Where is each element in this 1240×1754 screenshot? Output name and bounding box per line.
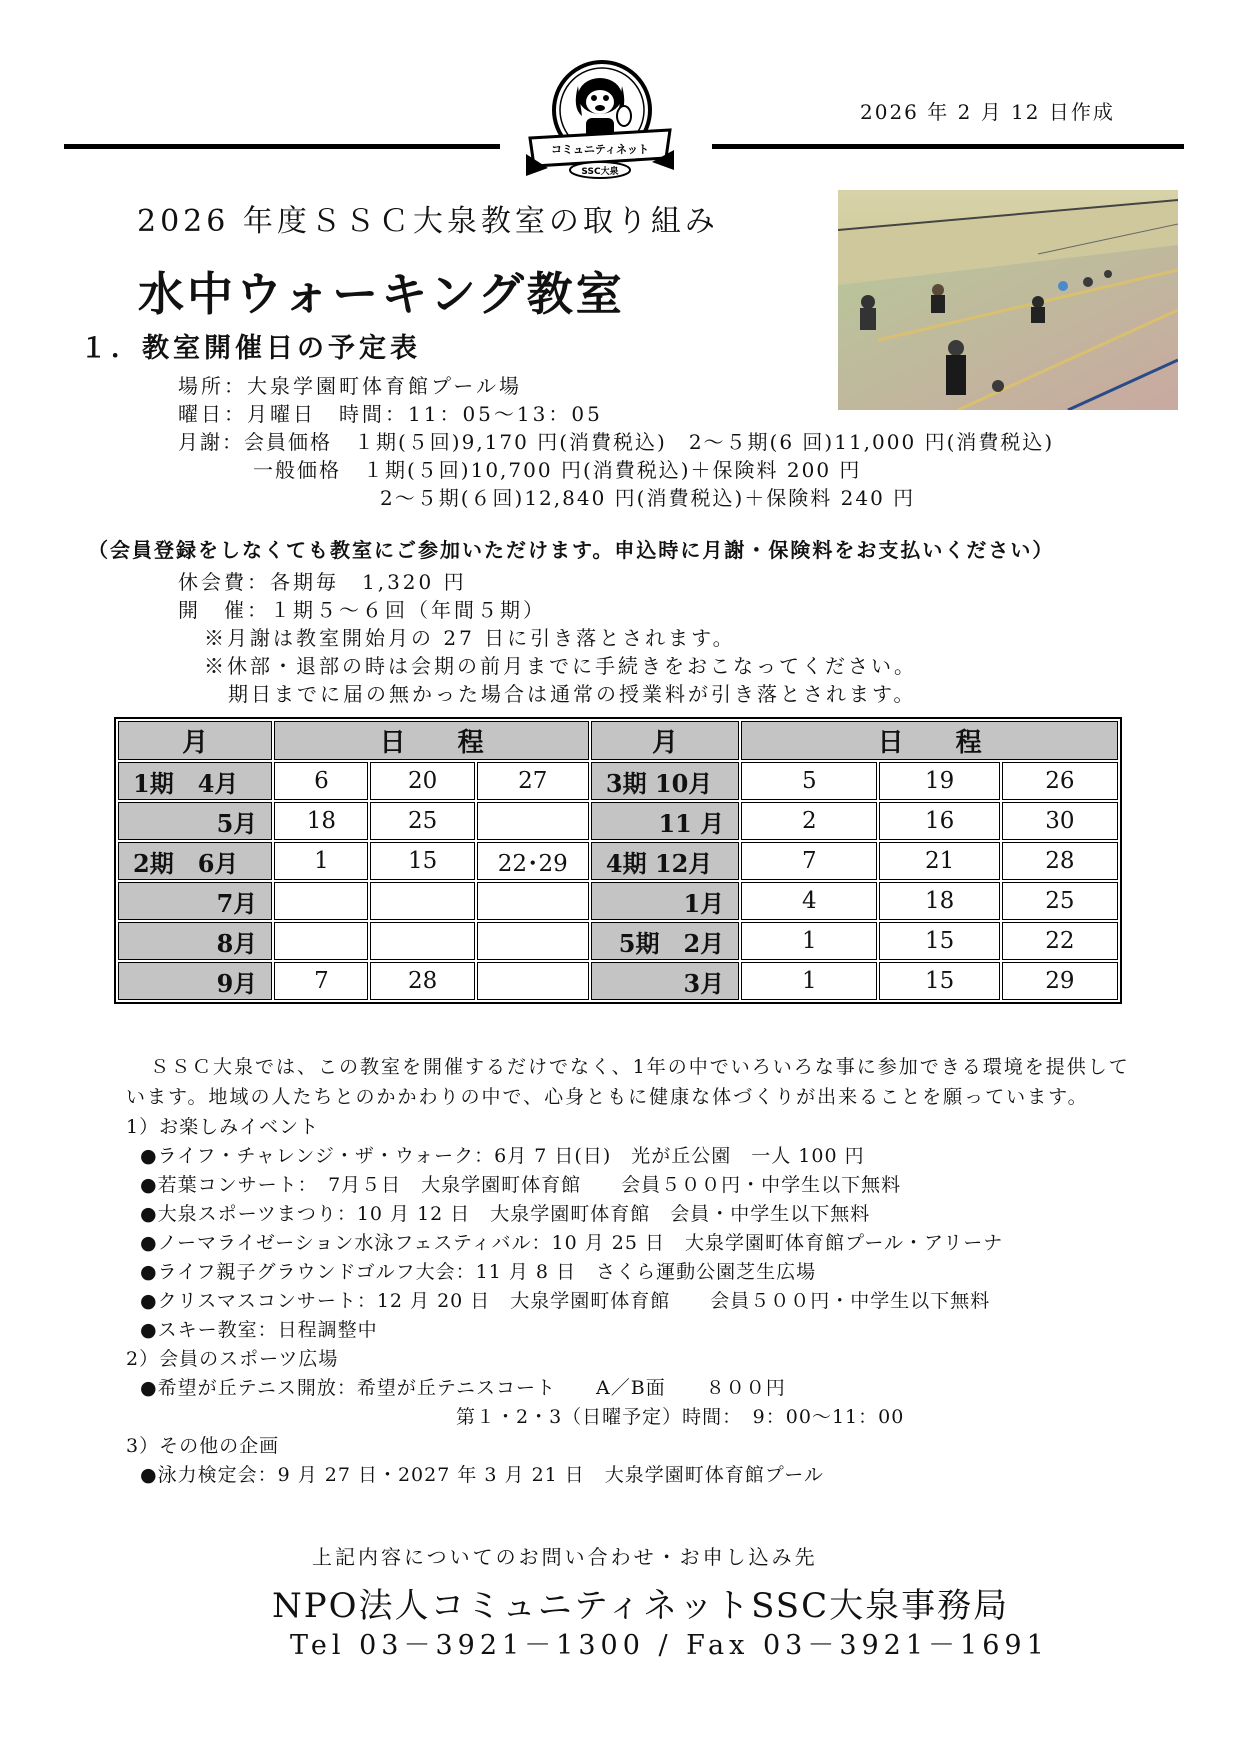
table-row bbox=[118, 842, 1118, 880]
event-item: ●若葉コンサート： 7月５日 大泉学園町体育館 会員５００円・中学生以下無料 bbox=[140, 1174, 902, 1196]
header-month-left: 月 bbox=[118, 721, 272, 760]
table-row bbox=[118, 802, 1118, 840]
date-cell: 6 bbox=[274, 762, 368, 800]
date-cell bbox=[274, 882, 368, 920]
event-item: ●スキー教室：日程調整中 bbox=[140, 1319, 378, 1341]
date-cell bbox=[370, 882, 474, 920]
date-cell bbox=[477, 962, 589, 1000]
intro-line-2: います。地域の人たちとのかかわりの中で、心身ともに健康な体づくりが出来ることを願っています。 bbox=[126, 1086, 1089, 1108]
note-procedure-2: 期日までに届の無かった場合は通常の授業料が引き落とされます。 bbox=[228, 682, 917, 706]
fee-general-text: 一般価格 １期(５回)10,700 円(消費税込)＋保険料 200 円 bbox=[253, 458, 862, 482]
membership-notice: （会員登録をしなくても教室にご参加いただけます。申込時に月謝・保険料をお支払いください） bbox=[88, 538, 1055, 562]
phone-fax: Tel 03－3921－1300 / Fax 03－3921－1691 bbox=[290, 1630, 1049, 1661]
date-cell: 26 bbox=[1002, 762, 1118, 800]
date-cell: 22 bbox=[1002, 922, 1118, 960]
table-row bbox=[118, 762, 1118, 800]
note-withdrawal-date: ※月謝は教室開始月の 27 日に引き落とされます。 bbox=[204, 626, 736, 650]
table-header-row bbox=[118, 721, 1118, 760]
fee-member-text: 月謝：会員価格 １期(５回)9,170 円(消費税込) 2～５期(6 回)11,000 円(消費税込) bbox=[178, 430, 1055, 454]
intro-line-1: ＳＳＣ大泉では、この教室を開催するだけでなく、1年の中でいろいろな事に参加できる環境を提供して bbox=[150, 1056, 1130, 1078]
date-cell bbox=[274, 922, 368, 960]
table-row bbox=[118, 882, 1118, 920]
date-cell bbox=[477, 922, 589, 960]
events-heading-2: 2）会員のスポーツ広場 bbox=[126, 1348, 339, 1370]
month-cell: 11 月 bbox=[591, 802, 739, 840]
date-cell: 28 bbox=[1002, 842, 1118, 880]
date-cell: 22･29 bbox=[477, 842, 589, 880]
date-cell: 30 bbox=[1002, 802, 1118, 840]
date-cell: 15 bbox=[879, 962, 999, 1000]
date-cell: 28 bbox=[370, 962, 474, 1000]
month-cell: 2期 6月 bbox=[118, 842, 272, 880]
date-cell: 21 bbox=[879, 842, 999, 880]
event-item: ●大泉スポーツまつり：10 月 12 日 大泉学園町体育館 会員・中学生以下無料 bbox=[140, 1203, 871, 1225]
fee-general-text-2: 2～５期(６回)12,840 円(消費税込)＋保険料 240 円 bbox=[380, 486, 916, 510]
header-rule-right bbox=[712, 144, 1184, 149]
header-dates-left: 日 程 bbox=[274, 721, 589, 760]
event-item: ●希望が丘テニス開放：希望が丘テニスコート A／B面 ８００円 bbox=[140, 1377, 786, 1399]
event-item: ●泳力検定会：9 月 27 日・2027 年 3 月 21 日 大泉学園町体育館プール bbox=[140, 1464, 824, 1486]
header-month-right: 月 bbox=[591, 721, 739, 760]
created-date: 2026 年 2 月 12 日作成 bbox=[860, 100, 1115, 124]
frequency-text: 開 催：１期５～６回（年間５期） bbox=[178, 598, 546, 622]
date-cell: 1 bbox=[741, 922, 877, 960]
organization-name: NPO法人コミュニティネットSSC大泉事務局 bbox=[272, 1586, 1010, 1626]
date-cell: 2 bbox=[741, 802, 877, 840]
header-rule-left bbox=[64, 144, 500, 149]
event-item: ●ライフ親子グラウンドゴルフ大会：11 月 8 日 さくら運動公園芝生広場 bbox=[140, 1261, 817, 1283]
suspension-fee-text: 休会費：各期毎 1,320 円 bbox=[178, 570, 467, 594]
date-cell: 16 bbox=[879, 802, 999, 840]
month-cell: 4期 12月 bbox=[591, 842, 739, 880]
date-cell: 7 bbox=[274, 962, 368, 1000]
month-cell: 7月 bbox=[118, 882, 272, 920]
pool-photo bbox=[838, 190, 1178, 410]
month-cell: 8月 bbox=[118, 922, 272, 960]
month-cell: 1月 bbox=[591, 882, 739, 920]
date-cell: 18 bbox=[274, 802, 368, 840]
month-cell: 5月 bbox=[118, 802, 272, 840]
date-cell: 19 bbox=[879, 762, 999, 800]
table-row bbox=[118, 922, 1118, 960]
month-cell: 5期 2月 bbox=[591, 922, 739, 960]
date-cell bbox=[370, 922, 474, 960]
table-row bbox=[118, 962, 1118, 1000]
date-cell: 27 bbox=[477, 762, 589, 800]
date-cell: 18 bbox=[879, 882, 999, 920]
date-cell: 25 bbox=[1002, 882, 1118, 920]
date-cell: 20 bbox=[370, 762, 474, 800]
event-item: ●ノーマライゼーション水泳フェスティバル：10 月 25 日 大泉学園町体育館プール・アリーナ bbox=[140, 1232, 1004, 1254]
date-cell: 25 bbox=[370, 802, 474, 840]
page-title: 水中ウォーキング教室 bbox=[138, 267, 625, 321]
event-item-detail: 第１・2・3（日曜予定）時間： 9：00～11：00 bbox=[456, 1406, 905, 1428]
day-time-text: 曜日：月曜日 時間：11：05～13：05 bbox=[178, 402, 603, 426]
ssc-logo bbox=[520, 58, 678, 180]
event-item: ●ライフ・チャレンジ・ザ・ウォーク：6月 7 日(日) 光が丘公園 一人 100 円 bbox=[140, 1145, 865, 1167]
date-cell bbox=[477, 882, 589, 920]
logo-text-bottom: SSC大泉 bbox=[581, 167, 619, 177]
note-procedure: ※休部・退部の時は会期の前月までに手続きをおこなってください。 bbox=[204, 654, 917, 678]
date-cell: 1 bbox=[741, 962, 877, 1000]
date-cell: 29 bbox=[1002, 962, 1118, 1000]
date-cell: 7 bbox=[741, 842, 877, 880]
month-cell: 9月 bbox=[118, 962, 272, 1000]
header-dates-right: 日 程 bbox=[741, 721, 1118, 760]
section-heading-schedule: １．教室開催日の予定表 bbox=[80, 333, 421, 364]
schedule-table bbox=[114, 717, 1122, 1004]
events-heading-1: 1）お楽しみイベント bbox=[126, 1116, 320, 1138]
month-cell: 1期 4月 bbox=[118, 762, 272, 800]
month-cell: 3月 bbox=[591, 962, 739, 1000]
date-cell: 15 bbox=[879, 922, 999, 960]
contact-intro: 上記内容についてのお問い合わせ・お申し込み先 bbox=[312, 1545, 818, 1569]
date-cell bbox=[477, 802, 589, 840]
place-text: 場所：大泉学園町体育館プール場 bbox=[178, 374, 522, 398]
page-subtitle: 2026 年度ＳＳＣ大泉教室の取り組み bbox=[137, 204, 719, 239]
logo-text-top: コミュニティネット bbox=[551, 143, 649, 156]
month-cell: 3期 10月 bbox=[591, 762, 739, 800]
date-cell: 1 bbox=[274, 842, 368, 880]
date-cell: 5 bbox=[741, 762, 877, 800]
date-cell: 15 bbox=[370, 842, 474, 880]
events-heading-3: 3）その他の企画 bbox=[126, 1435, 280, 1457]
event-item: ●クリスマスコンサート：12 月 20 日 大泉学園町体育館 会員５００円・中学生以下無料 bbox=[140, 1290, 991, 1312]
date-cell: 4 bbox=[741, 882, 877, 920]
